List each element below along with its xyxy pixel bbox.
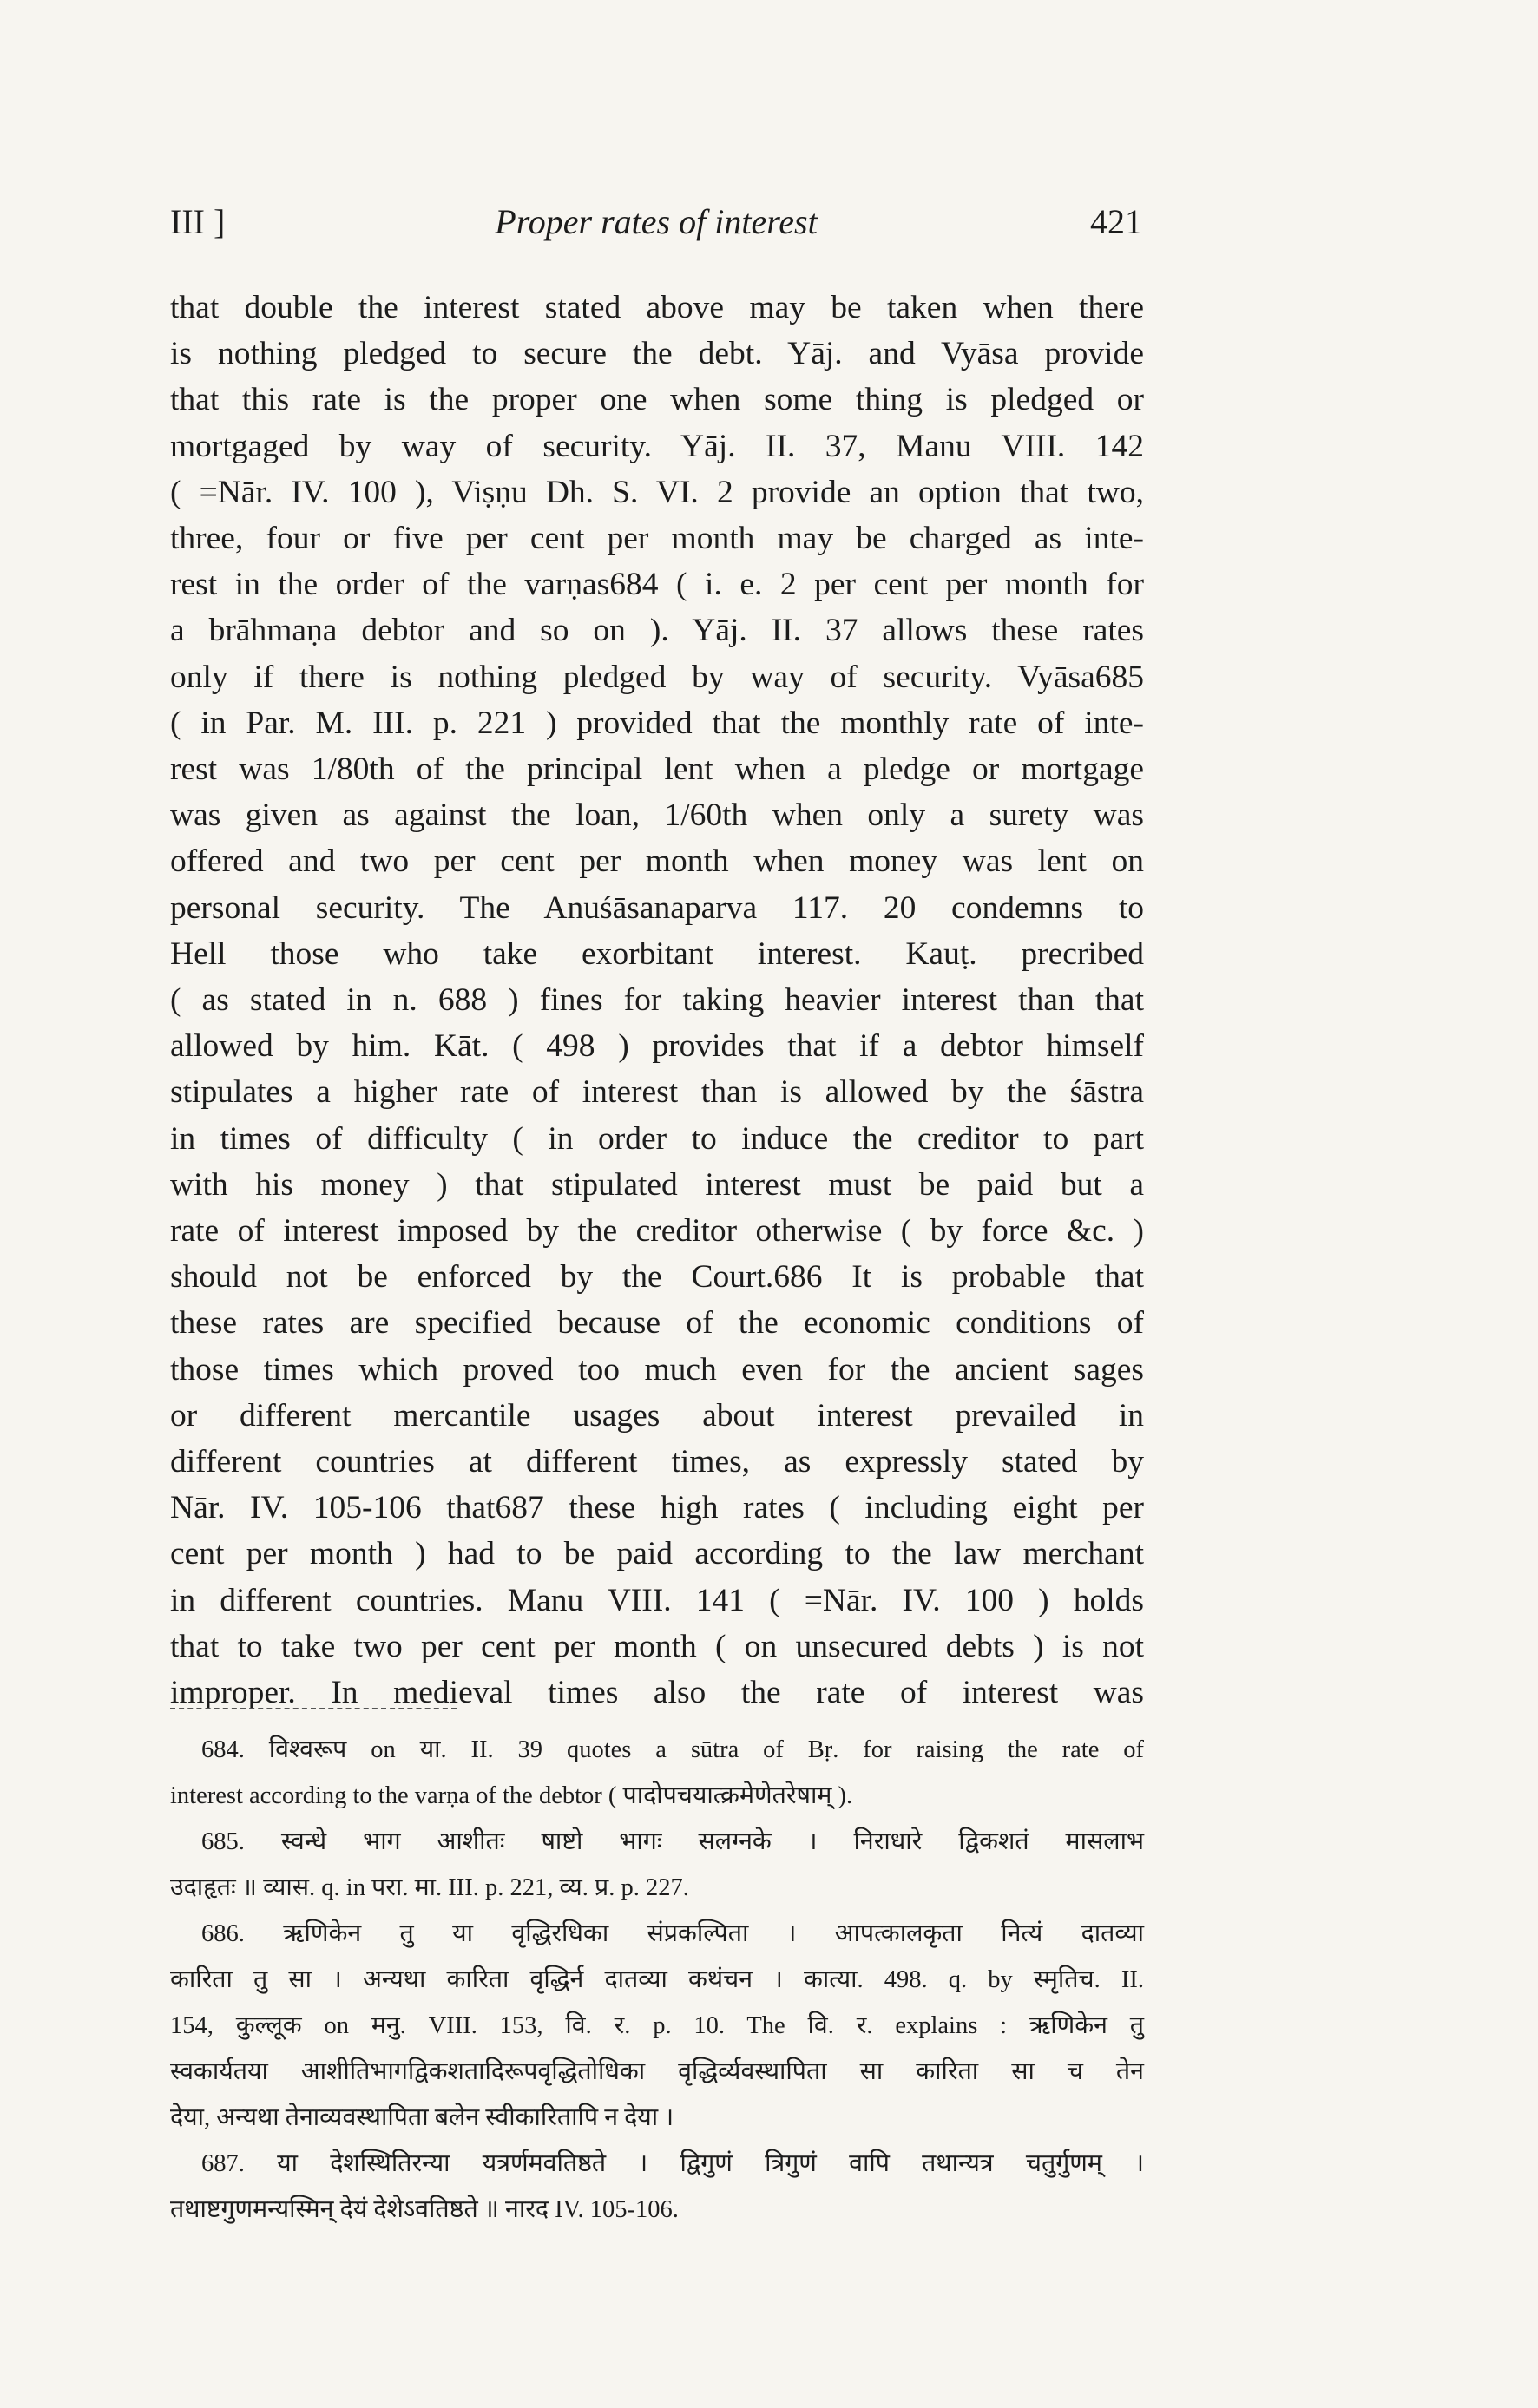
text-line: mortgaged by way of security. Yāj. II. 37, Manu VIII. 142 xyxy=(170,428,1144,464)
text-line: in times of difficulty ( in order to induce the creditor to part xyxy=(170,1120,1144,1157)
text-line: ( in Par. M. III. p. 221 ) provided that the monthly rate of inte- xyxy=(170,705,1144,741)
text-line: a brāhmaṇa debtor and so on ). Yāj. II. 37 allows these rates xyxy=(170,613,1144,649)
footnote-line: देया, अन्यथा तेनाव्यवस्थापिता बलेन स्वीकारितापि न देया । xyxy=(170,2104,674,2131)
chapter-marker: III ] xyxy=(170,202,226,241)
footnote-line: 684. विश्वरूप on या. II. 39 quotes a sūtra of Bṛ. for raising the rate of xyxy=(201,1736,1144,1763)
page-number: 421 xyxy=(1090,202,1142,241)
footnote-687 xyxy=(170,2141,1144,2233)
footnote-line: स्वकार्यतया आशीतिभागद्विकशतादिरूपवृद्धितोधिका वृद्धिर्व्यवस्थापिता सा कारिता सा च तेन xyxy=(170,2058,1144,2085)
main-text xyxy=(170,285,1144,1716)
footnote-line: तथाष्टगुणमन्यस्मिन् देयं देशेऽवतिष्ठते ॥ नारद IV. 105-106. xyxy=(170,2196,679,2223)
footnote-684 xyxy=(170,1727,1144,1819)
text-line: personal security. The Anuśāsanaparva 117. 20 condemns to xyxy=(170,889,1144,926)
footnote-686 xyxy=(170,1911,1144,2141)
text-line: different countries at different times, as expressly stated by xyxy=(170,1444,1144,1480)
text-line: should not be enforced by the Court.686 It is probable that xyxy=(170,1259,1144,1296)
text-line: that to take two per cent per month ( on unsecured debts ) is not xyxy=(170,1628,1144,1664)
text-line: these rates are specified because of the economic conditions of xyxy=(170,1305,1144,1342)
text-line: Nār. IV. 105-106 that687 these high rates ( including eight per xyxy=(170,1490,1144,1526)
footnote-line: उदाहृतः ॥ व्यास. q. in परा. मा. III. p. 221, व्य. प्र. p. 227. xyxy=(170,1874,689,1901)
running-title: Proper rates of interest xyxy=(495,202,818,241)
text-line: was given as against the loan, 1/60th when only a surety was xyxy=(170,797,1144,834)
text-line: rest in the order of the varṇas684 ( i. e. 2 per cent per month for xyxy=(170,567,1144,603)
text-line: only if there is nothing pledged by way of security. Vyāsa685 xyxy=(170,659,1144,695)
text-line: or different mercantile usages about interest prevailed in xyxy=(170,1397,1144,1434)
text-line: with his money ) that stipulated interest must be paid but a xyxy=(170,1166,1144,1203)
text-line: ( as stated in n. 688 ) fines for taking heavier interest than that xyxy=(170,982,1144,1019)
footnote-line: interest according to the varṇa of the debtor ( पादोपचयात्क्रमेणेतरेषाम् ). xyxy=(170,1782,853,1809)
text-line: stipulates a higher rate of interest than is allowed by the śāstra xyxy=(170,1074,1144,1111)
text-line: that double the interest stated above may be taken when there xyxy=(170,290,1144,325)
footnote-685 xyxy=(170,1819,1144,1911)
footnote-line: 686. ऋणिकेन तु या वृद्धिरधिका संप्रकल्पिता । आपत्कालकृता नित्यं दातव्या xyxy=(201,1920,1144,1947)
text-line: allowed by him. Kāt. ( 498 ) provides that if a debtor himself xyxy=(170,1028,1144,1065)
text-line: offered and two per cent per month when money was lent on xyxy=(170,843,1144,880)
text-line: improper. In medieval times also the rate of interest was xyxy=(170,1675,1144,1711)
footnote-line: 687. या देशस्थितिरन्या यत्रर्णमवतिष्ठते । द्विगुणं त्रिगुणं वापि तथान्यत्र चतुर्गुणम् । xyxy=(201,2150,1144,2177)
text-line: in different countries. Manu VIII. 141 ( =Nār. IV. 100 ) holds xyxy=(170,1582,1144,1618)
text-line: is nothing pledged to secure the debt. Yāj. and Vyāsa provide xyxy=(170,336,1144,372)
text-line: three, four or five per cent per month may be charged as inte- xyxy=(170,521,1144,557)
footnote-line: कारिता तु सा । अन्यथा कारिता वृद्धिर्न दातव्या कथंचन । कात्या. 498. q. by स्मृतिच. II. xyxy=(170,1966,1144,1993)
text-line: cent per month ) had to be paid according to the law merchant xyxy=(170,1536,1144,1572)
text-line: Hell those who take exorbitant interest. Kauṭ. precribed xyxy=(170,935,1144,972)
footnote-line: 154, कुल्लूक on मनु. VIII. 153, वि. र. p. 10. The वि. र. explains : ऋणिकेन तु xyxy=(170,2012,1144,2039)
text-line: that this rate is the proper one when some thing is pledged or xyxy=(170,382,1144,418)
footnote-line: 685. स्वन्धे भाग आशीतः षाष्टो भागः सलग्नके । निराधारे द्विकशतं मासलाभ xyxy=(201,1828,1144,1855)
text-line: those times which proved too much even for the ancient sages xyxy=(170,1351,1144,1388)
footnote-separator xyxy=(170,1708,457,1709)
text-line: rate of interest imposed by the creditor otherwise ( by force &c. ) xyxy=(170,1213,1144,1250)
footnotes xyxy=(170,1727,1144,2233)
text-line: ( =Nār. IV. 100 ), Viṣṇu Dh. S. VI. 2 provide an option that two, xyxy=(170,474,1144,510)
running-header xyxy=(170,201,1142,262)
text-line: rest was 1/80th of the principal lent when a pledge or mortgage xyxy=(170,751,1144,788)
